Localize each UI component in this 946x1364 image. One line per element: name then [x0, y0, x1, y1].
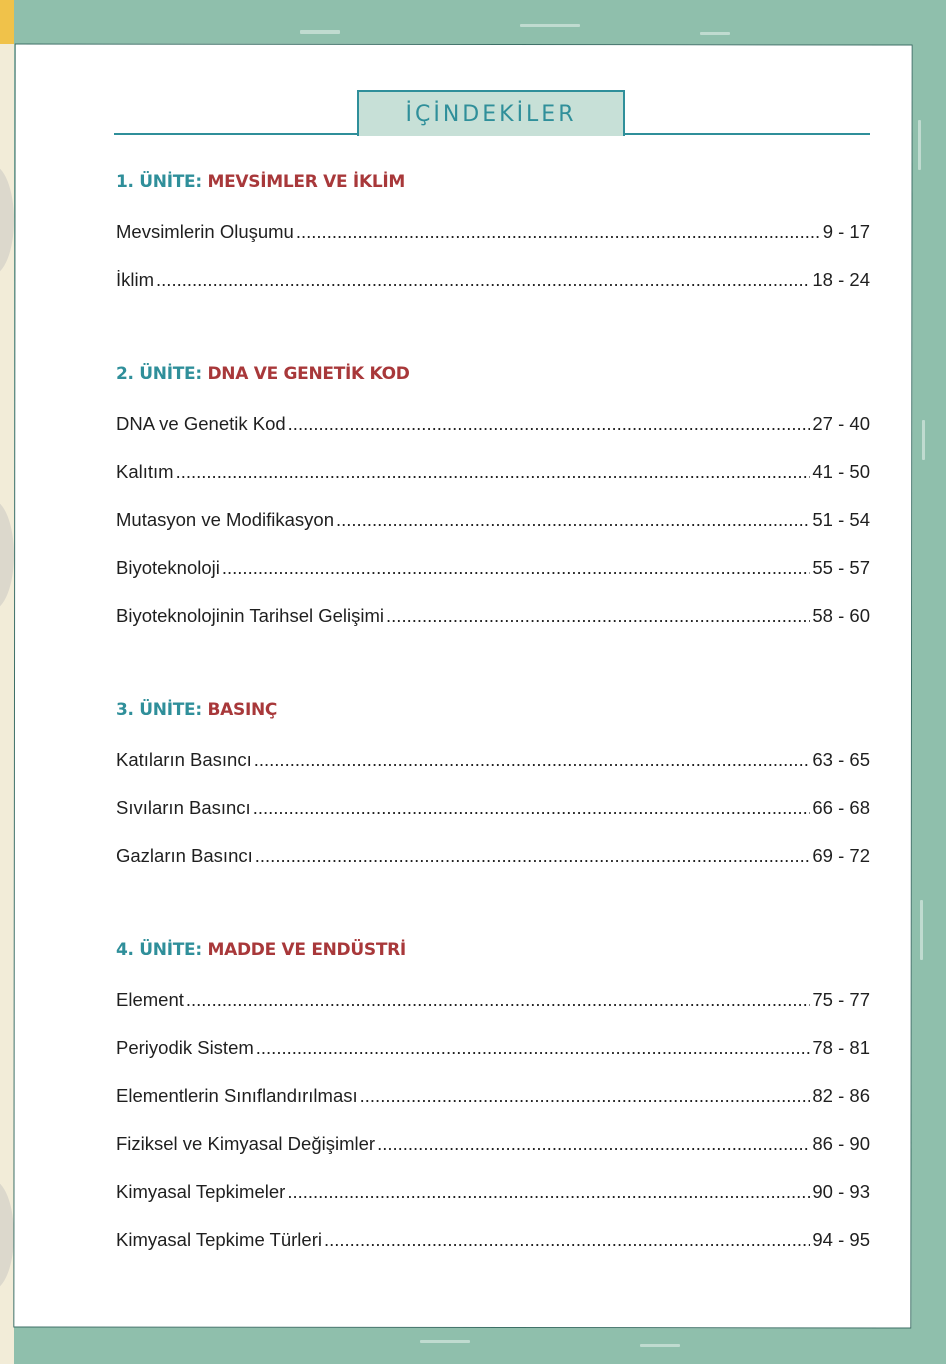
entry-pages: 58 - 60 — [812, 605, 870, 626]
entry-pages: 78 - 81 — [812, 1037, 870, 1058]
toc-entry[interactable] — [116, 1131, 870, 1155]
entry-title: Kimyasal Tepkime Türleri — [116, 1229, 322, 1250]
unit-name: DNA VE GENETİK KOD — [207, 364, 410, 384]
unit-heading — [116, 940, 406, 960]
toc-entry[interactable] — [116, 267, 870, 291]
entry-pages: 51 - 54 — [812, 509, 870, 530]
dot-leader — [288, 413, 811, 435]
left-page-edge — [0, 0, 14, 1364]
entry-pages: 63 - 65 — [812, 749, 870, 770]
entry-pages: 18 - 24 — [812, 269, 870, 290]
unit-number: 2. ÜNİTE: — [116, 364, 202, 384]
frame-texture — [922, 420, 925, 460]
entry-title: Element — [116, 989, 184, 1010]
entry-pages: 86 - 90 — [812, 1133, 870, 1154]
toc-entry[interactable] — [116, 1035, 870, 1059]
unit-number: 3. ÜNİTE: — [116, 700, 202, 720]
dot-leader — [296, 221, 821, 243]
entry-title: Elementlerin Sınıflandırılması — [116, 1085, 358, 1106]
dot-leader — [386, 605, 810, 627]
unit-number: 1. ÜNİTE: — [116, 172, 202, 192]
entry-pages: 69 - 72 — [812, 845, 870, 866]
dot-leader — [336, 509, 810, 531]
toc-entry[interactable] — [116, 1227, 870, 1251]
toc-entry[interactable] — [116, 219, 870, 243]
toc-entry[interactable] — [116, 459, 870, 483]
unit-heading — [116, 364, 410, 384]
entry-pages: 90 - 93 — [812, 1181, 870, 1202]
entry-title: DNA ve Genetik Kod — [116, 413, 286, 434]
dot-leader — [360, 1085, 811, 1107]
entry-title: Biyoteknolojinin Tarihsel Gelişimi — [116, 605, 385, 626]
dot-leader — [253, 797, 811, 819]
entry-pages: 55 - 57 — [812, 557, 870, 578]
entry-title: Mutasyon ve Modifikasyon — [116, 509, 334, 530]
entry-pages: 41 - 50 — [812, 461, 870, 482]
toc-header — [0, 0, 946, 140]
toc-entry[interactable] — [116, 603, 870, 627]
entry-title: Fiziksel ve Kimyasal Değişimler — [116, 1133, 376, 1154]
entry-pages: 66 - 68 — [812, 797, 870, 818]
toc-entry[interactable] — [116, 411, 870, 435]
entry-pages: 9 - 17 — [822, 221, 870, 242]
dot-leader — [186, 989, 811, 1011]
dot-leader — [222, 557, 811, 579]
toc-entry[interactable] — [116, 1179, 870, 1203]
unit-name: MADDE VE ENDÜSTRİ — [207, 940, 406, 960]
unit-heading — [116, 172, 405, 192]
entry-title: Mevsimlerin Oluşumu — [116, 221, 294, 242]
entry-title: Kimyasal Tepkimeler — [116, 1181, 286, 1202]
entry-pages: 75 - 77 — [812, 989, 870, 1010]
unit-name: BASINÇ — [207, 700, 278, 720]
decorative-blob — [0, 165, 14, 275]
frame-texture — [420, 1340, 470, 1343]
title-box — [357, 90, 625, 136]
decorative-blob — [0, 1180, 14, 1290]
toc-entry[interactable] — [116, 507, 870, 531]
dot-leader — [377, 1133, 810, 1155]
dot-leader — [256, 1037, 811, 1059]
toc-entry[interactable] — [116, 747, 870, 771]
toc-entry[interactable] — [116, 795, 870, 819]
frame-texture — [640, 1344, 680, 1347]
entry-pages: 94 - 95 — [812, 1229, 870, 1250]
entry-title: Biyoteknoloji — [116, 557, 220, 578]
decorative-blob — [0, 500, 14, 610]
dot-leader — [176, 461, 811, 483]
toc-entry[interactable] — [116, 843, 870, 867]
entry-title: Kalıtım — [116, 461, 174, 482]
dot-leader — [156, 269, 810, 291]
entry-title: Sıvıların Basıncı — [116, 797, 251, 818]
entry-pages: 82 - 86 — [812, 1085, 870, 1106]
dot-leader — [254, 749, 811, 771]
entry-pages: 27 - 40 — [812, 413, 870, 434]
entry-title: Gazların Basıncı — [116, 845, 253, 866]
dot-leader — [324, 1229, 810, 1251]
unit-name: MEVSİMLER VE İKLİM — [207, 172, 405, 192]
entry-title: Katıların Basıncı — [116, 749, 252, 770]
dot-leader — [255, 845, 811, 867]
unit-heading — [116, 700, 277, 720]
unit-number: 4. ÜNİTE: — [116, 940, 202, 960]
entry-title: Periyodik Sistem — [116, 1037, 254, 1058]
page-title: İÇİNDEKİLER — [405, 101, 577, 127]
entry-title: İklim — [116, 269, 155, 290]
toc-entry[interactable] — [116, 1083, 870, 1107]
dot-leader — [287, 1181, 810, 1203]
toc-entry[interactable] — [116, 555, 870, 579]
toc-entry[interactable] — [116, 987, 870, 1011]
frame-texture — [920, 900, 923, 960]
